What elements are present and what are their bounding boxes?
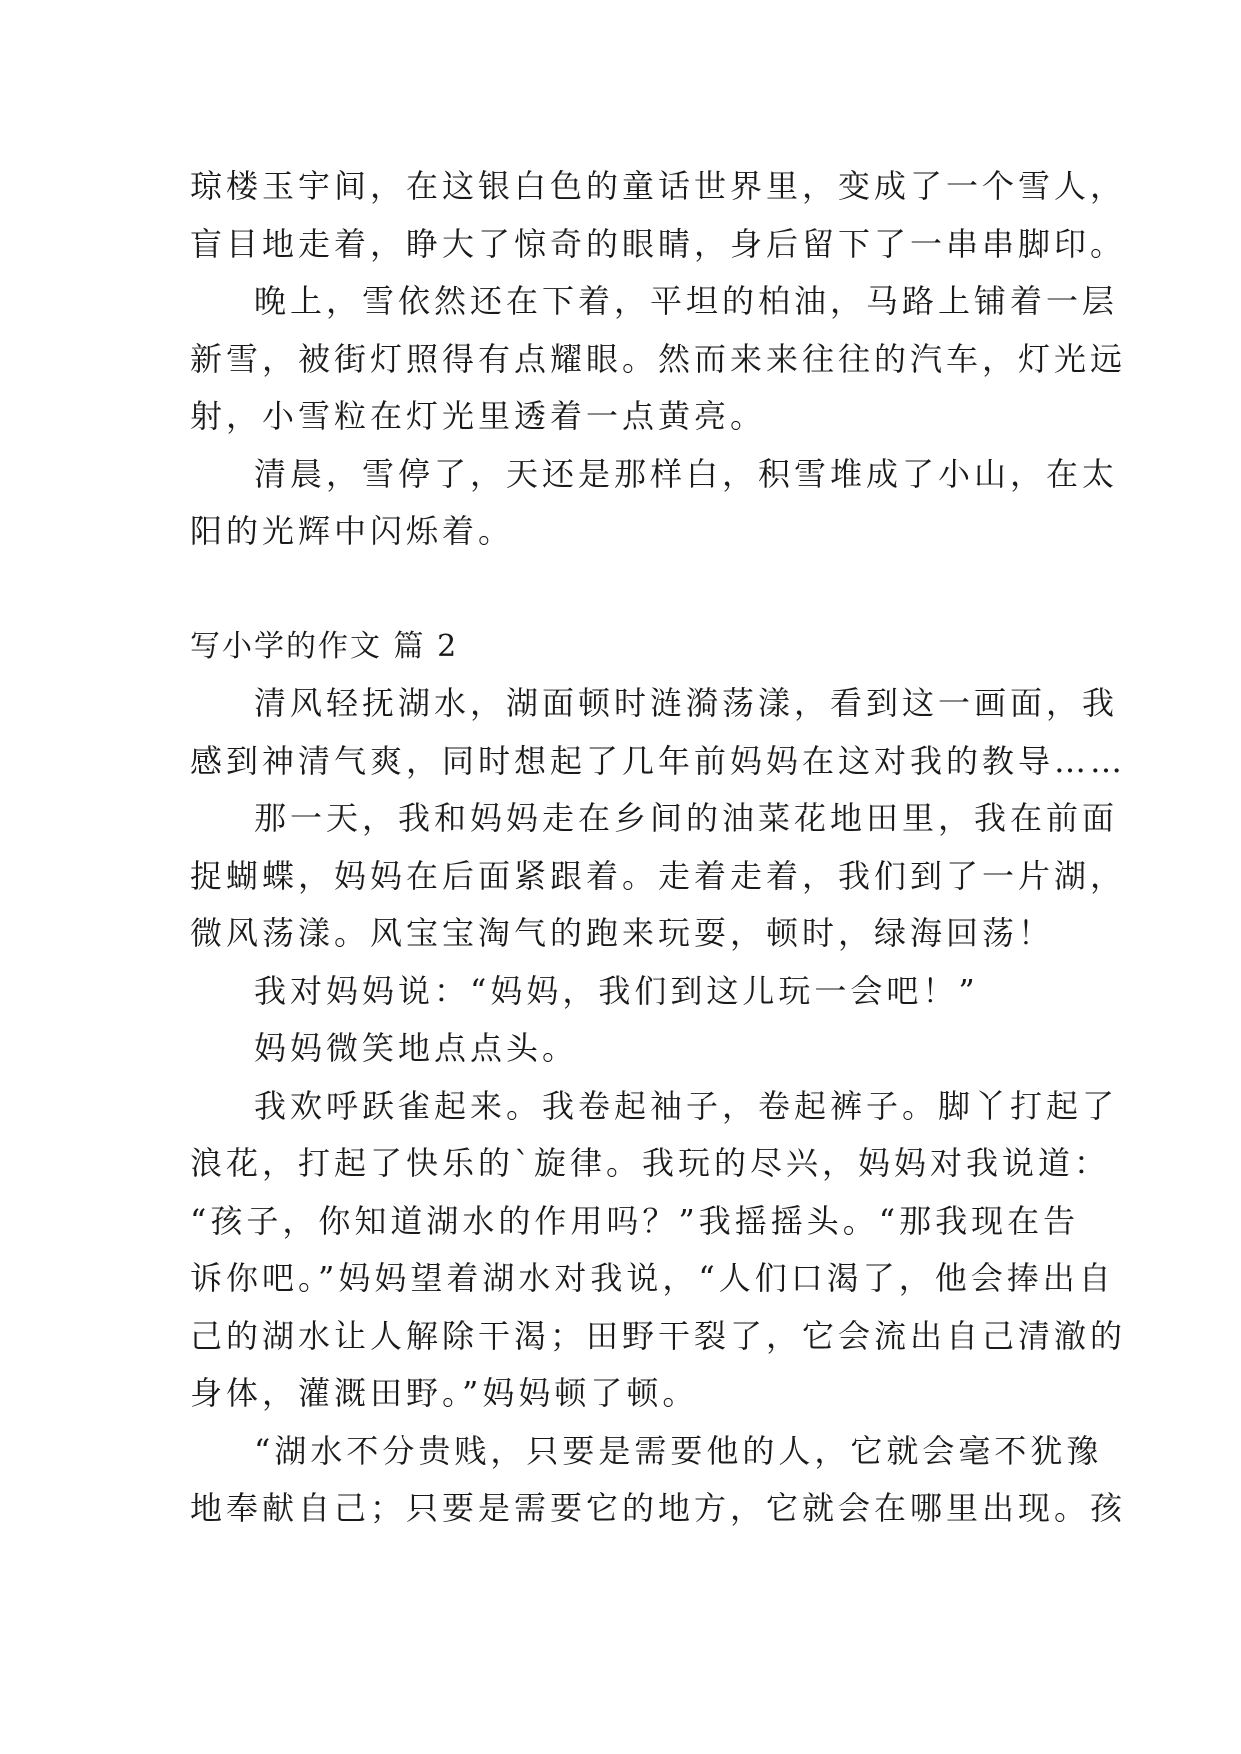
text-line: 清风轻抚湖水，湖面顿时涟漪荡漾，看到这一画面，我: [254, 684, 1119, 722]
text-line: “湖水不分贵贱，只要是需要他的人，它就会毫不犹豫: [254, 1431, 1103, 1470]
text-line: 盲目地走着，睁大了惊奇的眼睛，身后留下了一串串脚印。: [190, 224, 1127, 263]
text-line: “孩子，你知道湖水的作用吗？”我摇摇头。“那我现在告: [190, 1201, 1080, 1240]
paragraph: [190, 1078, 1127, 1423]
section-title: 写小学的作文 篇 2: [190, 628, 459, 664]
text-line: 射，小雪粒在灯光里透着一点黄亮。: [190, 397, 767, 435]
text-line: 捉蝴蝶，妈妈在后面紧跟着。走着走着，我们到了一片湖，: [190, 856, 1127, 895]
paragraph: [190, 790, 1127, 963]
text-line: 妈妈微笑地点点头。: [254, 1029, 579, 1067]
paragraph: [190, 446, 1119, 561]
text-line: 清晨，雪停了，天还是那样白，积雪堆成了小山，在太: [254, 454, 1119, 493]
text-line: 感到神清气爽，同时想起了几年前妈妈在这对我的教导……: [190, 741, 1127, 780]
text-line: 我欢呼跃雀起来。我卷起袖子，卷起裤子。脚丫打起了: [254, 1086, 1119, 1125]
text-line: 己的湖水让人解除干渴；田野干裂了，它会流出自己清澈的: [190, 1316, 1127, 1355]
text-line: 微风荡漾。风宝宝淘气的跑来玩耍，顿时，绿海回荡！: [190, 914, 1055, 952]
text-line: 晚上，雪依然还在下着，平坦的柏油，马路上铺着一层: [254, 282, 1119, 320]
text-line: 地奉献自己；只要是需要它的地方，它就会在哪里出现。孩: [190, 1489, 1127, 1527]
text-line: 琼楼玉宇间，在这银白色的童话世界里，变成了一个雪人，: [190, 167, 1127, 205]
paragraph: [190, 963, 1060, 1021]
text-line: 那一天，我和妈妈走在乡间的油菜花地田里，我在前面: [254, 799, 1119, 837]
text-line: 身体，灌溉田野。”妈妈顿了顿。: [190, 1374, 699, 1412]
text-line: 浪花，打起了快乐的`旋律。我玩的尽兴，妈妈对我说道：: [190, 1144, 1111, 1182]
paragraph: [190, 1020, 1060, 1078]
paragraph: [190, 158, 1127, 273]
section-gap: [190, 561, 1060, 618]
paragraph: [190, 1423, 1127, 1538]
paragraph: [190, 273, 1127, 446]
text-line: 诉你吧。”妈妈望着湖水对我说，“人们口渴了，他会捧出自: [190, 1259, 1115, 1297]
text-line: 阳的光辉中闪烁着。: [190, 512, 515, 550]
document-body: [190, 158, 1127, 1538]
text-line: 新雪，被街灯照得有点耀眼。然而来来往往的汽车，灯光远: [190, 339, 1127, 378]
text-line: 我对妈妈说：“妈妈，我们到这儿玩一会吧！”: [254, 971, 979, 1010]
paragraph: [190, 675, 1127, 790]
